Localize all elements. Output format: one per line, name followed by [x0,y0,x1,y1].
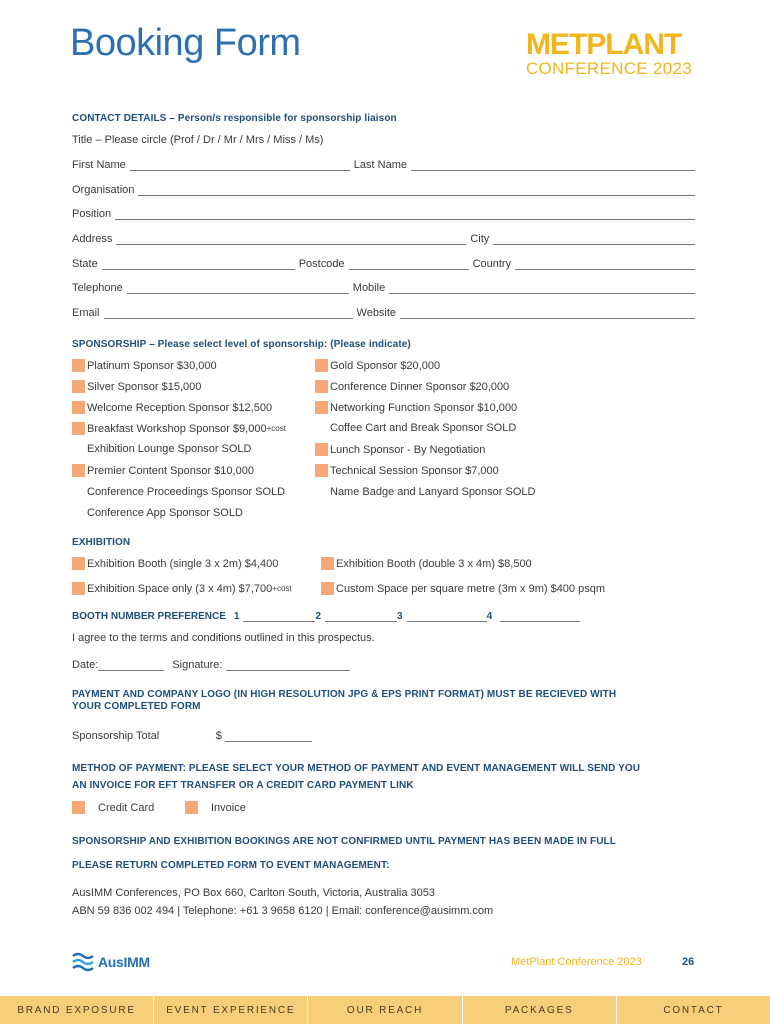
date-label: Date: [72,659,99,671]
nav-event-experience[interactable]: EVENT EXPERIENCE [154,996,308,1024]
address-label: Address [72,233,113,245]
sponsorship-total-label: Sponsorship Total [72,730,160,742]
city-label: City [470,233,490,245]
option-label: Custom Space per square metre (3m x 9m) $400 psqm [336,582,606,595]
checkbox[interactable] [72,801,85,814]
sponsor-right-option-7 [315,486,535,498]
organisation-label: Organisation [72,184,135,196]
checkbox[interactable] [72,557,85,570]
contact-heading: CONTACT DETAILS – Person/s responsible for sponsorship liaison [72,113,397,124]
sponsor-left-option-8 [72,507,243,519]
telephone-row [72,280,695,294]
sponsor-left-option-2[interactable] [72,380,201,393]
exhibition-space-only-option[interactable] [72,582,292,595]
booth-pref-1-label: 1 [233,611,240,622]
abn-contact-line: ABN 59 836 002 494 | Telephone: +61 3 9658 6120 | Email: conference@ausimm.com [72,905,494,917]
sponsor-left-option-5 [72,443,252,455]
first-name-label: First Name [72,159,126,171]
page-number: 26 [682,956,695,968]
checkbox[interactable] [315,380,328,393]
ausimm-wave-icon [72,952,94,972]
option-label: Gold Sponsor $20,000 [330,359,441,372]
not-confirmed-notice: SPONSORSHIP AND EXHIBITION BOOKINGS ARE NOT CONFIRMED UNTIL PAYMENT HAS BEEN MADE IN FULL [72,836,616,847]
method-heading-line-2: AN INVOICE FOR EFT TRANSFER OR A CREDIT CARD PAYMENT LINK [72,780,414,791]
date-field[interactable] [98,661,164,671]
option-label: Welcome Reception Sponsor $12,500 [87,401,273,414]
email-field[interactable] [104,309,353,319]
exhibition-heading: EXHIBITION [72,537,131,548]
nav-our-reach[interactable]: OUR REACH [308,996,462,1024]
checkbox[interactable] [72,422,85,435]
sponsorship-heading: SPONSORSHIP – Please select level of sponsorship: (Please indicate) [72,339,411,350]
mobile-label: Mobile [352,282,386,294]
last-name-field[interactable] [411,161,695,171]
option-label: Conference App Sponsor SOLD [87,507,243,519]
checkbox[interactable] [315,464,328,477]
ausimm-brand-text: AusIMM [98,954,150,970]
checkbox[interactable] [185,801,198,814]
city-field[interactable] [493,235,695,245]
sponsor-right-option-2[interactable] [315,380,509,393]
credit-card-option[interactable] [72,801,154,814]
option-label: Exhibition Lounge Sponsor SOLD [87,443,252,455]
exhibition-booth-single-option[interactable] [72,557,278,570]
email-row [72,305,695,319]
booth-pref-3-field[interactable] [407,612,487,622]
booth-pref-1-field[interactable] [243,612,315,622]
booth-pref-2-label: 2 [315,611,322,622]
telephone-label: Telephone [72,282,123,294]
option-label: Technical Session Sponsor $7,000 [330,464,499,477]
first-name-field[interactable] [130,161,350,171]
sponsor-left-option-4[interactable] [72,422,286,435]
sponsor-left-option-7 [72,486,285,498]
checkbox[interactable] [72,464,85,477]
checkbox[interactable] [72,401,85,414]
postal-address: AusIMM Conferences, PO Box 660, Carlton South, Victoria, Australia 3053 [72,887,435,899]
position-field[interactable] [115,210,695,220]
option-label: Credit Card [98,801,155,814]
option-label: Exhibition Booth (single 3 x 2m) $4,400 [87,557,279,570]
logo-sub-text: CONFERENCE 2023 [525,59,692,78]
postcode-field[interactable] [349,260,469,270]
sponsor-right-option-1[interactable] [315,359,440,372]
option-label: Lunch Sponsor - By Negotiation [330,443,486,456]
nav-contact[interactable]: CONTACT [663,1004,724,1016]
nav-packages[interactable]: PACKAGES [463,996,617,1024]
address-row [72,231,695,245]
organisation-field[interactable] [138,186,695,196]
sponsorship-total-row [72,728,312,742]
page-title: Booking Form [70,22,301,64]
payment-logo-heading-line-2: YOUR COMPLETED FORM [72,701,201,712]
last-name-label: Last Name [353,159,407,171]
position-label: Position [72,208,112,220]
booth-preference-label: BOOTH NUMBER PREFERENCE [72,611,226,622]
dollar-sign: $ [215,730,222,742]
checkbox[interactable] [321,557,334,570]
exhibition-booth-double-option[interactable] [321,557,532,570]
return-heading: PLEASE RETURN COMPLETED FORM TO EVENT MANAGEMENT: [72,860,390,871]
website-field[interactable] [400,309,695,319]
custom-space-option[interactable] [321,582,605,595]
option-label: Premier Content Sponsor $10,000 [87,464,254,477]
website-label: Website [356,307,397,319]
checkbox[interactable] [72,582,85,595]
option-label: Conference Proceedings Sponsor SOLD [87,486,286,498]
bottom-nav-bar [0,996,770,1024]
sponsor-right-option-6[interactable] [315,464,499,477]
checkbox[interactable] [72,359,85,372]
country-label: Country [472,258,512,270]
option-label: Invoice [211,801,246,814]
title-circle-line: Title – Please circle (Prof / Dr / Mr / Mrs / Miss / Ms) [72,134,324,146]
ausimm-logo [72,952,150,972]
address-field[interactable] [116,235,466,245]
booth-pref-2-field[interactable] [325,612,397,622]
organisation-row [72,182,695,196]
checkbox[interactable] [72,380,85,393]
telephone-field[interactable] [127,284,349,294]
option-label: Exhibition Space only (3 x 4m) $7,700 [87,582,273,595]
option-label: Exhibition Booth (double 3 x 4m) $8,500 [336,557,532,570]
signature-field[interactable] [226,661,350,671]
mobile-field[interactable] [389,284,695,294]
checkbox[interactable] [315,401,328,414]
sponsor-left-option-6[interactable] [72,464,254,477]
sponsor-right-option-3[interactable] [315,401,517,414]
checkbox[interactable] [321,582,334,595]
checkbox[interactable] [315,443,328,456]
sponsor-left-option-1[interactable] [72,359,217,372]
checkbox[interactable] [315,359,328,372]
email-label: Email [72,307,100,319]
postcode-label: Postcode [298,258,345,270]
sponsor-right-option-5[interactable] [315,443,485,456]
footer-conference-name: MetPlant Conference 2023 [511,956,642,968]
signature-label: Signature: [172,659,223,671]
terms-agreement: I agree to the terms and conditions outlined in this prospectus. [72,632,375,644]
option-label: Silver Sponsor $15,000 [87,380,202,393]
booth-preference-row [72,611,580,622]
country-field[interactable] [515,260,695,270]
option-label: Networking Function Sponsor $10,000 [330,401,518,414]
state-label: State [72,258,98,270]
option-label: Breakfast Workshop Sponsor $9,000 [87,422,267,435]
state-row [72,256,695,270]
cost-suffix: +cost [272,584,292,593]
state-field[interactable] [102,260,295,270]
nav-brand-exposure[interactable]: BRAND EXPOSURE [0,996,154,1024]
sponsorship-total-field[interactable] [225,732,312,742]
booth-pref-4-field[interactable] [500,612,580,622]
option-label: Platinum Sponsor $30,000 [87,359,217,372]
option-label: Conference Dinner Sponsor $20,000 [330,380,510,393]
option-label: Name Badge and Lanyard Sponsor SOLD [330,486,536,498]
option-label: Coffee Cart and Break Sponsor SOLD [330,422,517,434]
sponsor-left-option-3[interactable] [72,401,272,414]
name-row [72,157,695,171]
logo-main-text: METPLANT [525,28,682,61]
position-row [72,206,695,220]
method-heading-line-1: METHOD OF PAYMENT: PLEASE SELECT YOUR METHOD OF PAYMENT AND EVENT MANAGEMENT WILL SEND YOU [72,763,641,774]
date-signature-row [72,657,362,671]
cost-suffix: +cost [266,424,286,433]
metplant-logo [526,30,692,78]
sponsor-right-option-4 [315,422,516,434]
invoice-option[interactable] [185,801,246,814]
booth-pref-4-label: 4 [486,611,493,622]
payment-logo-heading-line-1: PAYMENT AND COMPANY LOGO (IN HIGH RESOLUTION JPG & EPS PRINT FORMAT) MUST BE RECIEVED WITH [72,689,617,700]
booth-pref-3-label: 3 [397,611,403,622]
